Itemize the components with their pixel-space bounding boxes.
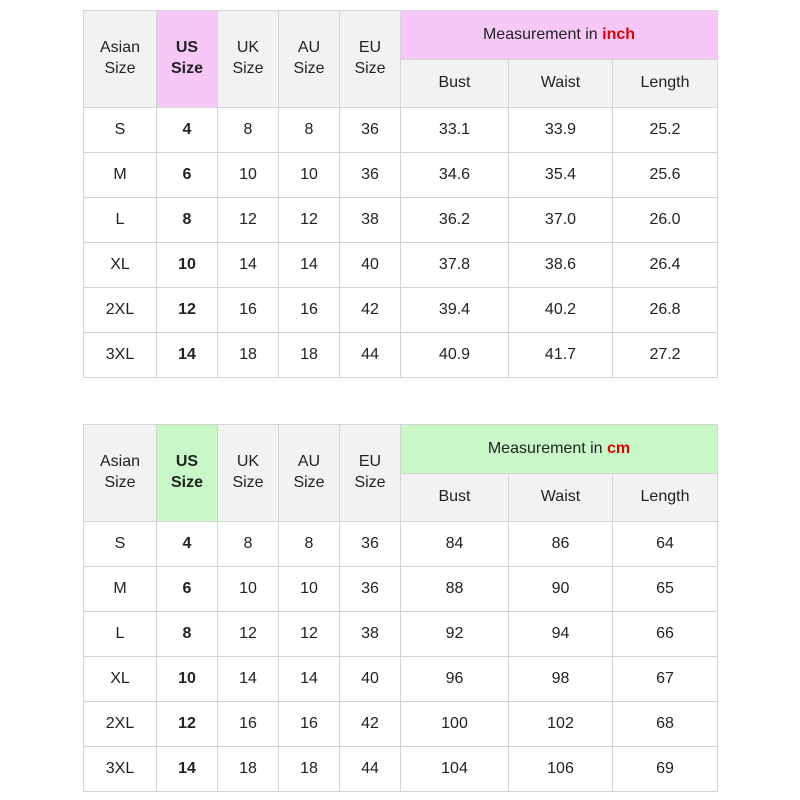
eu-size-header: EU Size [340, 425, 401, 522]
us-size-cell: 10 [157, 657, 218, 702]
asian-size-cell: S [84, 522, 157, 567]
eu-size-cell: 44 [340, 747, 401, 792]
bust-cell: 84 [401, 522, 509, 567]
au-size-cell: 10 [279, 153, 340, 198]
waist-cell: 41.7 [509, 333, 613, 378]
table-row [84, 657, 718, 702]
eu-size-cell: 42 [340, 288, 401, 333]
au-size-cell: 10 [279, 567, 340, 612]
length-cell: 69 [613, 747, 718, 792]
uk-size-cell: 10 [218, 567, 279, 612]
waist-header: Waist [509, 474, 613, 522]
table-row [84, 243, 718, 288]
uk-size-cell: 14 [218, 657, 279, 702]
us-size-cell: 14 [157, 747, 218, 792]
asian-size-cell: S [84, 108, 157, 153]
bust-cell: 37.8 [401, 243, 509, 288]
bust-cell: 96 [401, 657, 509, 702]
bust-cell: 100 [401, 702, 509, 747]
bust-cell: 104 [401, 747, 509, 792]
us-size-cell: 4 [157, 522, 218, 567]
length-cell: 65 [613, 567, 718, 612]
waist-cell: 33.9 [509, 108, 613, 153]
eu-size-cell: 38 [340, 612, 401, 657]
measurement-header [401, 11, 718, 60]
us-size-cell: 4 [157, 108, 218, 153]
table-row [84, 108, 718, 153]
eu-size-cell: 36 [340, 567, 401, 612]
waist-cell: 90 [509, 567, 613, 612]
bust-cell: 92 [401, 612, 509, 657]
bust-cell: 36.2 [401, 198, 509, 243]
length-cell: 27.2 [613, 333, 718, 378]
bust-header: Bust [401, 60, 509, 108]
eu-size-cell: 40 [340, 657, 401, 702]
us-size-cell: 10 [157, 243, 218, 288]
eu-size-cell: 36 [340, 153, 401, 198]
uk-size-cell: 16 [218, 702, 279, 747]
measurement-label: Measurement in [487, 439, 608, 457]
eu-size-cell: 36 [340, 522, 401, 567]
au-size-cell: 16 [279, 702, 340, 747]
eu-size-cell: 40 [340, 243, 401, 288]
uk-size-cell: 18 [218, 747, 279, 792]
us-size-cell: 6 [157, 567, 218, 612]
eu-size-cell: 42 [340, 702, 401, 747]
waist-cell: 35.4 [509, 153, 613, 198]
us-size-cell: 14 [157, 333, 218, 378]
asian-size-cell: L [84, 198, 157, 243]
au-size-cell: 8 [279, 108, 340, 153]
size-chart-cm [83, 424, 718, 792]
asian-size-cell: M [84, 567, 157, 612]
us-size-header: US Size [157, 11, 218, 108]
au-size-header: AU Size [279, 11, 340, 108]
bust-cell: 88 [401, 567, 509, 612]
eu-size-header: EU Size [340, 11, 401, 108]
length-cell: 25.2 [613, 108, 718, 153]
uk-size-cell: 10 [218, 153, 279, 198]
waist-cell: 40.2 [509, 288, 613, 333]
length-cell: 67 [613, 657, 718, 702]
waist-cell: 98 [509, 657, 613, 702]
uk-size-cell: 14 [218, 243, 279, 288]
us-size-cell: 6 [157, 153, 218, 198]
table-row [84, 612, 718, 657]
measurement-unit: inch [602, 25, 636, 43]
au-size-cell: 16 [279, 288, 340, 333]
measurement-unit: cm [607, 439, 631, 457]
length-cell: 26.8 [613, 288, 718, 333]
au-size-cell: 14 [279, 243, 340, 288]
asian-size-header: Asian Size [84, 11, 157, 108]
us-size-cell: 8 [157, 198, 218, 243]
eu-size-cell: 44 [340, 333, 401, 378]
eu-size-cell: 36 [340, 108, 401, 153]
table-row [84, 522, 718, 567]
au-size-cell: 12 [279, 612, 340, 657]
bust-cell: 40.9 [401, 333, 509, 378]
uk-size-header: UK Size [218, 11, 279, 108]
table-row [84, 567, 718, 612]
asian-size-header: Asian Size [84, 425, 157, 522]
measurement-label: Measurement in [482, 25, 603, 43]
waist-cell: 37.0 [509, 198, 613, 243]
length-cell: 26.4 [613, 243, 718, 288]
asian-size-cell: 3XL [84, 747, 157, 792]
au-size-cell: 18 [279, 333, 340, 378]
bust-cell: 34.6 [401, 153, 509, 198]
au-size-cell: 18 [279, 747, 340, 792]
uk-size-cell: 8 [218, 522, 279, 567]
eu-size-cell: 38 [340, 198, 401, 243]
table-row [84, 198, 718, 243]
asian-size-cell: 2XL [84, 288, 157, 333]
us-size-cell: 8 [157, 612, 218, 657]
waist-cell: 38.6 [509, 243, 613, 288]
bust-cell: 33.1 [401, 108, 509, 153]
asian-size-cell: 3XL [84, 333, 157, 378]
au-size-header: AU Size [279, 425, 340, 522]
waist-header: Waist [509, 60, 613, 108]
bust-cell: 39.4 [401, 288, 509, 333]
table-row [84, 153, 718, 198]
length-header: Length [613, 474, 718, 522]
uk-size-cell: 12 [218, 198, 279, 243]
uk-size-cell: 16 [218, 288, 279, 333]
asian-size-cell: 2XL [84, 702, 157, 747]
measurement-header [401, 425, 718, 474]
au-size-cell: 8 [279, 522, 340, 567]
uk-size-cell: 8 [218, 108, 279, 153]
asian-size-cell: XL [84, 243, 157, 288]
waist-cell: 102 [509, 702, 613, 747]
length-header: Length [613, 60, 718, 108]
uk-size-cell: 12 [218, 612, 279, 657]
table-row [84, 288, 718, 333]
length-cell: 66 [613, 612, 718, 657]
bust-header: Bust [401, 474, 509, 522]
table-row [84, 747, 718, 792]
length-cell: 25.6 [613, 153, 718, 198]
uk-size-header: UK Size [218, 425, 279, 522]
us-size-header: US Size [157, 425, 218, 522]
asian-size-cell: L [84, 612, 157, 657]
waist-cell: 94 [509, 612, 613, 657]
table-row [84, 333, 718, 378]
au-size-cell: 14 [279, 657, 340, 702]
table-row [84, 702, 718, 747]
size-chart-inch [83, 10, 718, 378]
us-size-cell: 12 [157, 288, 218, 333]
waist-cell: 86 [509, 522, 613, 567]
length-cell: 68 [613, 702, 718, 747]
asian-size-cell: M [84, 153, 157, 198]
uk-size-cell: 18 [218, 333, 279, 378]
au-size-cell: 12 [279, 198, 340, 243]
length-cell: 64 [613, 522, 718, 567]
length-cell: 26.0 [613, 198, 718, 243]
waist-cell: 106 [509, 747, 613, 792]
us-size-cell: 12 [157, 702, 218, 747]
asian-size-cell: XL [84, 657, 157, 702]
